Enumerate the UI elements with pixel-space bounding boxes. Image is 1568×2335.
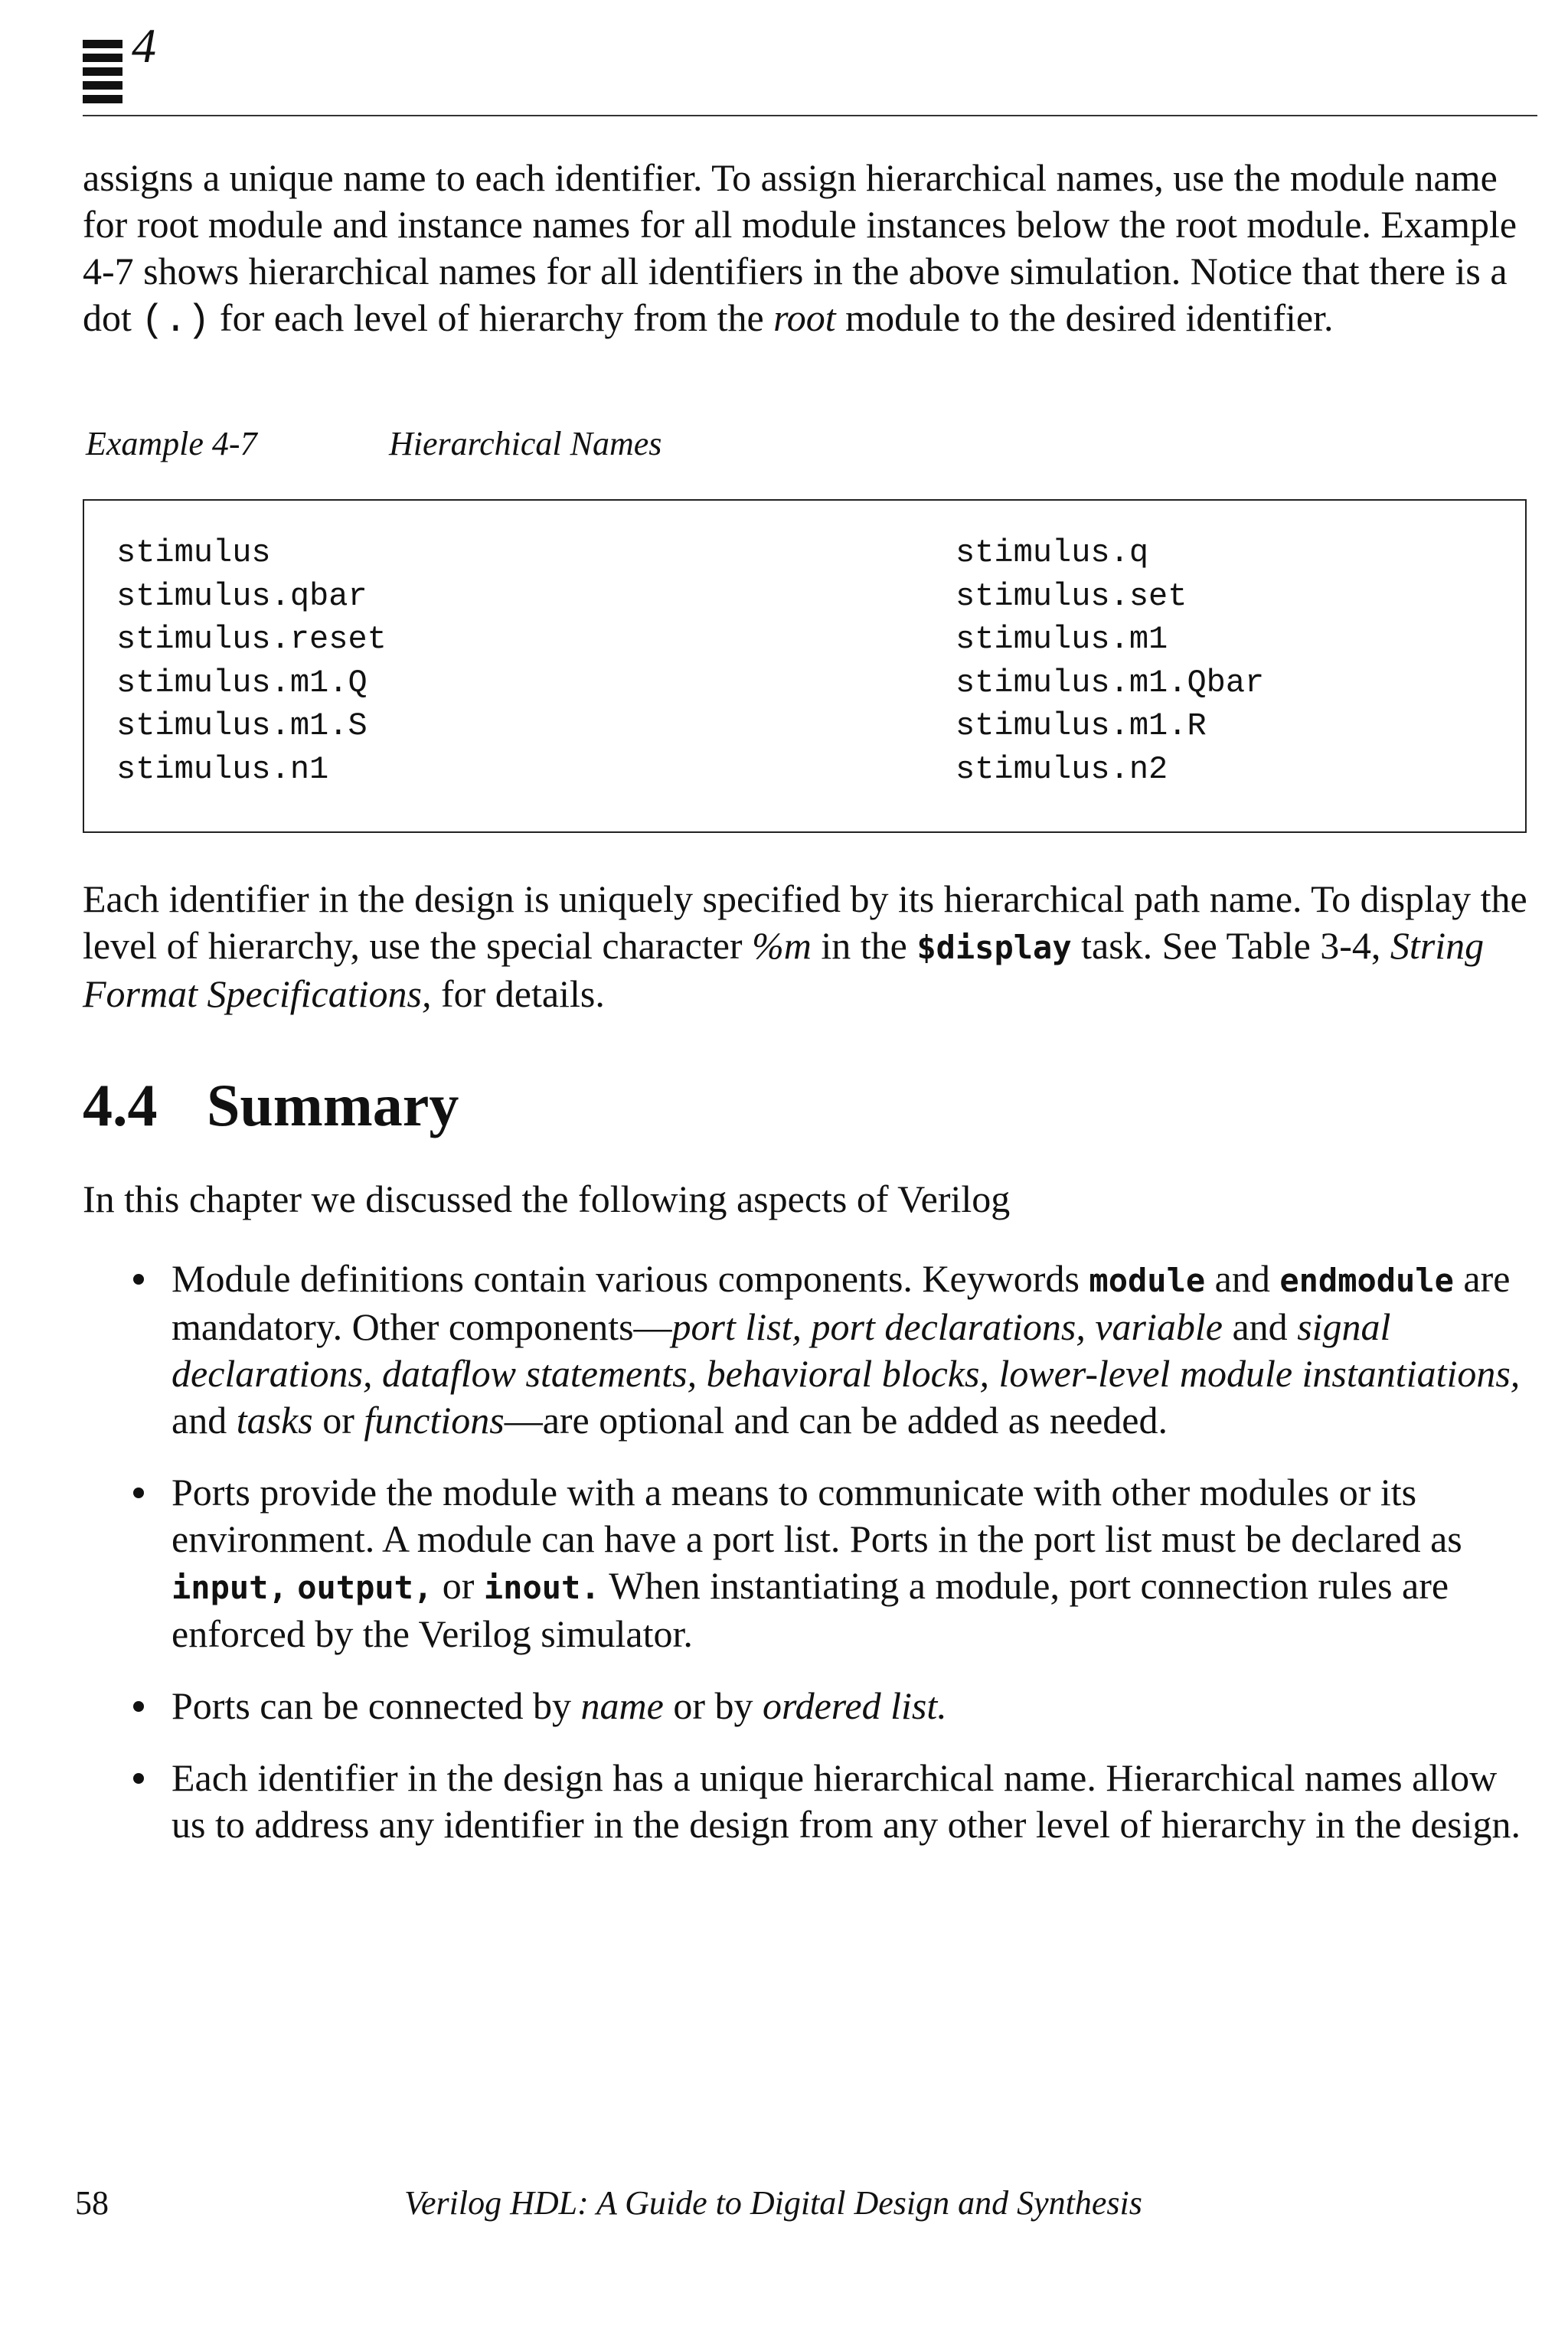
example-left-column	[116, 531, 387, 791]
bullet-icon	[133, 1274, 144, 1285]
code-line: stimulus.qbar	[116, 577, 368, 615]
code-line: stimulus.n2	[956, 750, 1168, 788]
list-item: Ports can be connected by name or by ordered list.	[83, 1683, 1537, 1729]
code-line: stimulus.reset	[116, 621, 387, 658]
example-label: Example 4-7	[86, 425, 257, 462]
page-number: 58	[75, 2184, 109, 2222]
example-right-column	[956, 531, 1264, 791]
section-number: 4.4	[83, 1072, 158, 1138]
running-footer-title: Verilog HDL: A Guide to Digital Design and Synthesis	[404, 2184, 1142, 2222]
summary-list	[83, 1256, 1537, 1873]
code-line: stimulus.m1.Q	[116, 664, 368, 701]
chapter-marker-icon	[83, 40, 122, 103]
code-line: stimulus.m1	[956, 621, 1168, 658]
code-line: stimulus.m1.R	[956, 707, 1207, 744]
bullet-icon	[133, 1773, 144, 1784]
example-code-box	[83, 499, 1527, 833]
header-divider	[83, 115, 1537, 116]
identifier-paragraph: Each identifier in the design is uniquely specified by its hierarchical path name. To display the level of hierarchy, use the special character %m in the $display task. See Table 3-4, String Format Specifications, for details.	[83, 877, 1527, 1015]
code-line: stimulus.m1.S	[116, 707, 368, 744]
code-line: stimulus.n1	[116, 750, 329, 788]
code-line: stimulus.m1.Qbar	[956, 664, 1265, 701]
intro-paragraph: assigns a unique name to each identifier. To assign hierarchical names, use the module name for root module and instance names for all module instances below the root module. Example 4-7 shows hierarchical names for all identifiers in the above simulation. Notice that there is a dot (.) for each level of hierarchy from the root module to the desired identifier.	[83, 156, 1517, 343]
summary-intro: In this chapter we discussed the following aspects of Verilog	[83, 1177, 1011, 1220]
section-title: Summary	[207, 1072, 459, 1138]
chapter-number: 4	[132, 18, 156, 73]
example-title: Hierarchical Names	[389, 425, 662, 462]
list-item: Ports provide the module with a means to communicate with other modules or its environment. A module can have a port list. Ports in the port list must be declared as input, output, or inout. When instantiating a module, port connection rules are enforced by the Verilog simulator.	[83, 1469, 1537, 1657]
bullet-icon	[133, 1488, 144, 1498]
list-item: Each identifier in the design has a unique hierarchical name. Hierarchical names allow us to address any identifier in the design from any other level of hierarchy in the design.	[83, 1755, 1537, 1848]
code-line: stimulus	[116, 534, 271, 571]
bullet-icon	[133, 1701, 144, 1712]
list-item: Module definitions contain various components. Keywords module and endmodule are mandatory. Other components—port list, port declarations, variable and signal declarations, dataflow statements, behavioral blocks, lower-level module instantiations, and tasks or functions—are optional and can be added as needed.	[83, 1256, 1537, 1444]
section-heading	[83, 1072, 459, 1138]
code-line: stimulus.q	[956, 534, 1149, 571]
code-line: stimulus.set	[956, 577, 1187, 615]
